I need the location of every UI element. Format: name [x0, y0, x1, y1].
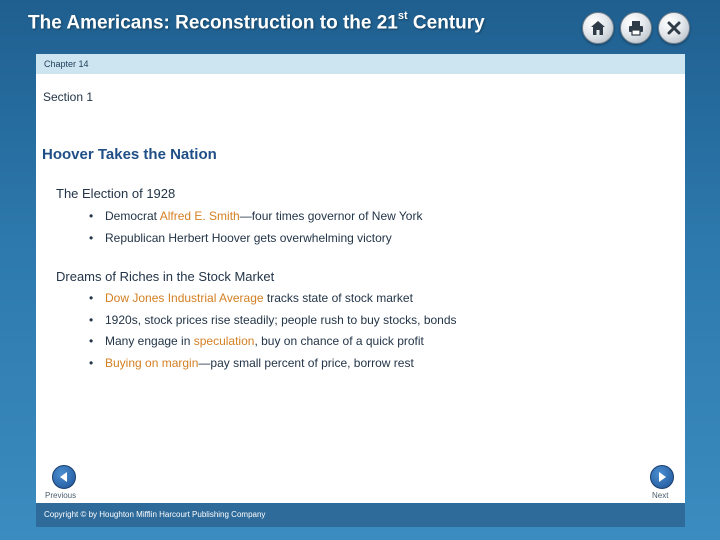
bullet-item: • Buying on margin—pay small percent of price, borrow rest [103, 353, 457, 375]
bullet-item: • Republican Herbert Hoover gets overwhelming victory [103, 228, 422, 250]
topic-title: Dreams of Riches in the Stock Market [56, 269, 275, 284]
bullet-item: • 1920s, stock prices rise steadily; people rush to buy stocks, bonds [103, 310, 457, 332]
bullet-item: • Democrat Alfred E. Smith—four times governor of New York [103, 206, 422, 228]
copyright-text: Copyright © by Houghton Mifflin Harcourt Publishing Company [44, 510, 266, 519]
arrow-left-icon [58, 471, 70, 483]
slide-heading: Hoover Takes the Nation [42, 146, 217, 163]
topic-bullets [103, 288, 457, 374]
next-button[interactable] [650, 465, 674, 489]
slide-panel [36, 54, 685, 527]
arrow-right-icon [656, 471, 668, 483]
section-label: Section 1 [43, 90, 94, 104]
footer-bar [36, 503, 685, 527]
title-superscript: st [397, 10, 408, 22]
presentation-title [28, 12, 485, 34]
topic-bullets [103, 206, 422, 249]
home-icon[interactable] [582, 12, 614, 44]
close-icon[interactable] [658, 12, 690, 44]
toolbar [582, 12, 690, 44]
print-icon[interactable] [620, 12, 652, 44]
next-label[interactable]: Next [652, 491, 669, 500]
previous-label[interactable]: Previous [45, 491, 77, 500]
bullet-item: • Many engage in speculation, buy on chance of a quick profit [103, 331, 457, 353]
title-text: The Americans: Reconstruction to the 21 [28, 12, 398, 34]
title-suffix: Century [407, 12, 485, 34]
topic-title: The Election of 1928 [56, 186, 176, 201]
bullet-item: • Dow Jones Industrial Average tracks state of stock market [103, 288, 457, 310]
chapter-label: Chapter 14 [36, 54, 685, 74]
previous-button[interactable] [52, 465, 76, 489]
